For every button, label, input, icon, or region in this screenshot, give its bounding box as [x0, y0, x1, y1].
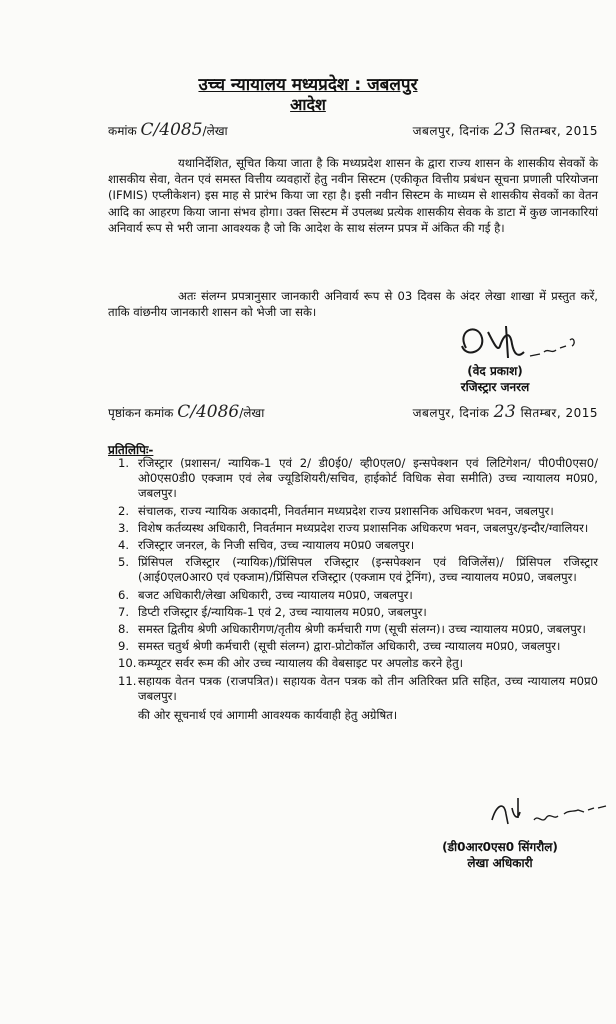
- endorsement-number-handwritten: C/4086: [177, 402, 240, 422]
- order-place-date-prefix: जबलपुर, दिनांक: [412, 124, 490, 138]
- endorsement-month-year: सितम्बर, 2015: [520, 406, 598, 420]
- copy-to-item: [108, 605, 598, 620]
- copy-to-item-text: रजिस्ट्रार (प्रशासन/ न्यायिक-1 एवं 2/ डी0ई0/ व्ही0एल0/ इन्सपेक्शन एवं लिटिगेशन/ पी0पी0एस0/ ओ0एस0डी0 एक्जाम एवं लेब ज्यूडिशियरी/सचिव, हाईकोर्ट विधिक सेवा समीति) उच्च न्यायालय म0प्र0, जबलपुर।: [138, 456, 598, 501]
- body-paragraph-2: अतः संलग्न प्रपत्रानुसार जानकारी अनिवार्य रूप से 03 दिवस के अंदर लेखा शाखा में प्रस्तुत करें, ताकि वांछनीय जानकारी शासन को भेजी जा सके।: [108, 289, 598, 320]
- endorsement-prefix: पृष्ठांकन कमांक: [108, 406, 174, 420]
- endorsement-number: [108, 402, 264, 422]
- copy-to-item: [108, 555, 598, 585]
- copy-to-item: [108, 504, 598, 519]
- copy-to-heading: प्रतिलिपिः-: [108, 443, 154, 457]
- copy-to-item-number: 1.: [118, 456, 130, 470]
- copy-to-list: [108, 456, 598, 706]
- copy-to-item: [108, 639, 598, 654]
- signatory-2-designation: लेखा अधिकारी: [467, 856, 533, 870]
- copy-to-item-text: संचालक, राज्य न्यायिक अकादमी, निवर्तमान मध्यप्रदेश राज्य प्रशासनिक अधिकरण भवन, जबलपुर।: [138, 503, 554, 518]
- copy-to-item-number: 2.: [118, 503, 130, 518]
- copy-to-item-number: 9.: [118, 639, 130, 654]
- order-suffix: /लेखा: [202, 124, 228, 138]
- copy-to-item-number: 5.: [118, 555, 130, 570]
- copy-to-item-number: 8.: [118, 622, 130, 637]
- endorsement-ref-line: [108, 400, 598, 424]
- signature-2-scribble: [484, 790, 614, 832]
- document-subtitle: आदेश: [290, 95, 326, 114]
- order-date: [413, 120, 598, 140]
- copy-to-item-number: 7.: [118, 604, 130, 619]
- order-prefix: कमांक: [108, 124, 137, 138]
- signatory-2-name: (डी0आर0एस0 सिंगरौल): [442, 840, 558, 854]
- copy-to-item: [108, 588, 598, 603]
- copy-to-item: [108, 656, 598, 671]
- endorsement-day-handwritten: 23: [493, 402, 517, 422]
- copy-to-item-text: समस्त चतुर्थ श्रेणी कर्मचारी (सूची संलग्न) द्वारा-प्रोटोकॉल अधिकारी, उच्च न्यायालय म0प्र0, जबलपुर।: [138, 639, 561, 654]
- copy-to-item-text: प्रिंसिपल रजिस्ट्रार (न्यायिक)/प्रिंसिपल रजिस्ट्रार (इन्सपेक्शन एवं विजिलेंस)/ प्रिंसिपल रजिस्ट्रार (आई0एल0आर0 एवं एक्जाम)/प्रिंसिपल रजिस्ट्रार (एक्जाम एवं ट्रेनिंग), उच्च न्यायालय म0प्र0, जबलपुर।: [138, 555, 598, 585]
- copy-to-item-number: 6.: [118, 587, 130, 602]
- copy-to-item-text: बजट अधिकारी/लेखा अधिकारी, उच्च न्यायालय म0प्र0, जबलपुर।: [138, 587, 413, 602]
- order-day-handwritten: 23: [493, 120, 517, 140]
- copy-to-item: [108, 521, 598, 536]
- copy-to-item-text: समस्त द्वितीय श्रेणी अधिकारीगण/तृतीय श्रेणी कर्मचारी गण (सूची संलग्न)। उच्च न्यायालय म0प्र0, जबलपुर।: [138, 622, 586, 637]
- copy-to-item: [108, 538, 598, 553]
- copy-to-item-text: रजिस्ट्रार जनरल, के निजी सचिव, उच्च न्यायालय म0प्र0 जबलपुर।: [138, 538, 415, 553]
- order-month-year: सितम्बर, 2015: [520, 124, 598, 138]
- order-number-handwritten: C/4085: [140, 120, 203, 140]
- copy-to-closing: की ओर सूचनार्थ एवं आगामी आवश्यक कार्यवाही हेतु अग्रेषित।: [138, 708, 398, 722]
- copy-to-item-text: कम्प्यूटर सर्वर रूम की ओर उच्च न्यायालय की वेबसाइट पर अपलोड करने हेतु।: [138, 656, 464, 671]
- signature-1-scribble: [448, 318, 588, 368]
- copy-to-item-number: 3.: [118, 520, 130, 535]
- body-paragraph-1: यथानिर्देशित, सूचित किया जाता है कि मध्यप्रदेश शासन के द्वारा राज्य शासन के शासकीय सेवकों के शासकीय सेवा, वेतन एवं समस्त वित्तीय व्यवहारों हेतु नवीन सिस्टम (एकीकृत वित्तीय प्रबंधन सूचना प्रणाली परियोजना (IFMIS) एप्लीकेशन) इस माह से प्रारंभ किया जा रहा है। इसी नवीन सिस्टम के माध्यम से शासकीय सेवकों का वेतन आदि का आहरण किया जाना संभव होगा। उक्त सिस्टम में उपलब्ध प्रत्येक शासकीय सेवक के डाटा में कुछ जानकारियां अनिवार्य रूप से भरी जाना आवश्यक है जो कि आदेश के साथ संलग्न प्रपत्र में अंकित की गई है।: [108, 156, 598, 235]
- signatory-1-name: (वेद प्रकाश): [467, 364, 523, 378]
- copy-to-item: [108, 456, 598, 502]
- copy-to-item-text: सहायक वेतन पत्रक (राजपत्रित)। सहायक वेतन पत्रक को तीन अतिरिक्त प्रति सहित, उच्च न्यायालय म0प्र0 जबलपुर।: [138, 673, 598, 703]
- copy-to-item-number: 4.: [118, 538, 130, 553]
- copy-to-item-text: डिप्टी रजिस्ट्रार ई/न्यायिक-1 एवं 2, उच्च न्यायालय म0प्र0, जबलपुर।: [138, 604, 427, 619]
- copy-to-item-text: विशेष कर्तव्यस्थ अधिकारी, निवर्तमान मध्यप्रदेश राज्य प्रशासनिक अधिकरण भवन, जबलपुर/इन्दौर/ग्वालियर।: [138, 520, 589, 535]
- copy-to-item-number: 11.: [118, 673, 137, 688]
- copy-to-item: [108, 622, 598, 637]
- signatory-1-designation: रजिस्ट्रार जनरल: [460, 380, 530, 394]
- copy-to-item: [108, 674, 598, 704]
- endorsement-suffix: /लेखा: [239, 406, 265, 420]
- copy-to-item-number: 10.: [118, 656, 137, 671]
- endorsement-place-date-prefix: जबलपुर, दिनांक: [412, 406, 490, 420]
- document-title: उच्च न्यायालय मध्यप्रदेश : जबलपुर: [198, 75, 418, 95]
- endorsement-date: [413, 402, 598, 422]
- order-ref-line: [108, 118, 598, 142]
- order-number: [108, 120, 228, 140]
